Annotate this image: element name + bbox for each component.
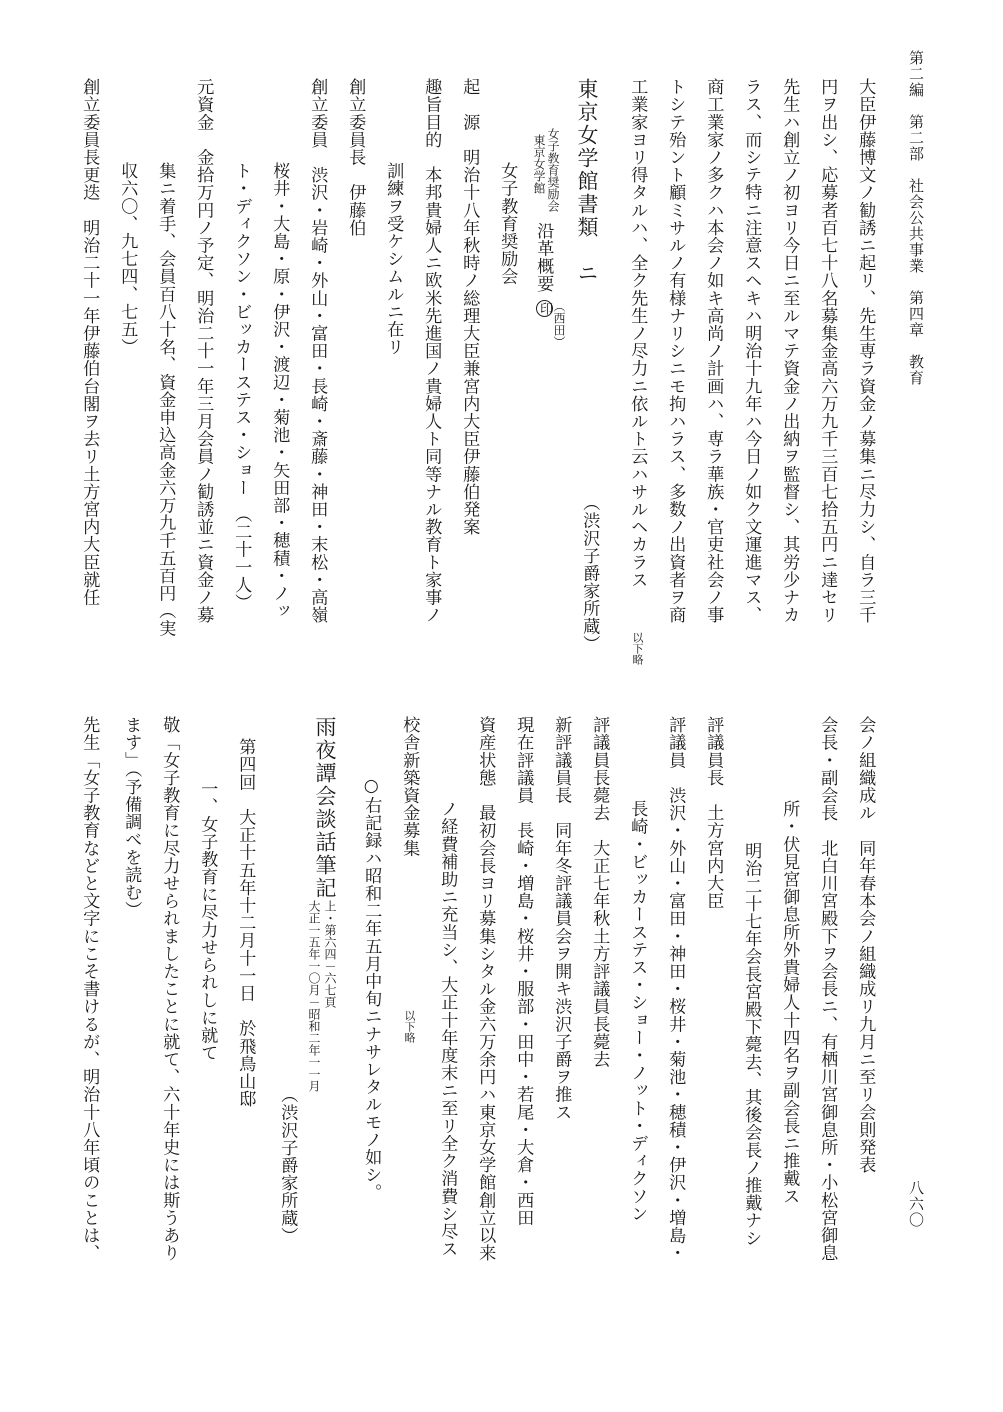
org-name: 女子教育奨励会 — [497, 162, 518, 286]
section-title-amayo: 雨夜譚会談話筆記 — [313, 716, 337, 900]
lower-line-11: 資産状態 最初会長ヨリ募集シタル金六万余円ハ東京女学館創立以来 — [475, 716, 496, 1262]
upper-line-4: ラス、而シテ特ニ注意スヘキハ明治十九年ハ今日ノ如ク文運進マス、 — [741, 78, 762, 624]
lower-line-3: 所・伏見宮御息所外貴婦人十四名ヲ副会長ニ推戴ス — [779, 800, 800, 1205]
founding-chair: 創立委員長 伊藤伯 — [345, 78, 366, 237]
upper-line-2: 円ヲ出シ、応募者百七十八名募集金高六万九千三百七拾五円ニ達セリ — [817, 78, 838, 624]
lower-line-8: 評議員長薨去 大正七年秋土方評議員長薨去 — [589, 716, 610, 1068]
subtitle-ruby-2: 東京女学館 — [532, 134, 546, 194]
subtitle-enkaku: 沿革概要 — [533, 222, 554, 293]
amayo-page-ref: 上・第六四－六七頁 — [323, 900, 337, 1008]
amayo-quote-line-3: 先生「女子教育などと文字にこそ書けるが、明治十八年頃のことは、 — [79, 716, 100, 1262]
ika-ryaku-note-2: 以下略 — [403, 1010, 416, 1043]
subtitle-ruby-1: 女子教育奨励会 — [546, 128, 560, 212]
capital-line-1: 元資金 金拾万円ノ予定、明治二十一年三月会員ノ勧誘並ニ資金ノ募 — [193, 78, 214, 624]
lower-line-5: 評議員長 土方宮内大臣 — [703, 716, 724, 910]
upper-line-1: 大臣伊藤博文ノ勧誘ニ起リ、先生専ラ資金ノ募集ニ尽力シ、自ラ三千 — [855, 78, 876, 624]
section-title-tokyo-jogakkan: 東京女学館書類 ニ — [575, 78, 599, 285]
capital-line-2: 集ニ着手、会員百八十名、資金申込高金六万九千五百円（実 — [155, 162, 176, 638]
lower-line-2: 会長・副会長 北白川宮殿下ヲ会長ニ、有栖川宮御息所・小松宮御息 — [817, 716, 838, 1262]
lower-line-10: 現在評議員 長崎・増島・桜井・服部・田中・若尾・大倉・西田 — [513, 716, 534, 1227]
upper-line-7: 工業家ヨリ得タルハ、全ク先生ノ尽力ニ依ルト云ハサルヘカラス — [627, 78, 648, 589]
running-title: 第二編 第二部 社会公共事業 第四章 教育 — [907, 50, 925, 386]
upper-line-5: 商工業家ノ多クハ本会ノ如キ高尚ノ計画ハ、専ラ華族・官吏社会ノ事 — [703, 78, 724, 624]
amayo-quote-line-2: ます」（予備調べを読む） — [121, 716, 142, 919]
lower-line-7: 長崎・ビッカーステス・ショー・ノット・ディクソン — [627, 800, 648, 1223]
amayo-quote-line-1: 敬「女子教育に尽力せられましたことに就て、六十年史には斯うあり — [159, 716, 180, 1262]
founding-members-3: ト・ディクソン・ビッカーステス・ショー （二十一人） — [231, 162, 252, 611]
amayo-session-line: 第四回 大正十五年十二月十一日 於飛鳥山邸 — [235, 738, 256, 1108]
page-number: 八六〇 — [907, 1180, 925, 1228]
amayo-source-note: （渋沢子爵家所蔵） — [277, 1086, 298, 1245]
lower-line-6: 評議員 渋沢・外山・富田・神田・桜井・菊池・穂積・伊沢・増島・ — [665, 716, 686, 1262]
lower-line-1: 会ノ組織成ル 同年春本会ノ組織成リ九月ニ至リ会則発表 — [855, 716, 876, 1174]
amayo-topic-line: 一、女子教育に尽力せられしに就て — [197, 780, 218, 1062]
lower-line-13: 校舎新築資金募集 — [399, 716, 420, 857]
lower-line-9: 新評議員長 同年冬評議員会ヲ開キ渋沢子爵ヲ推ス — [551, 716, 572, 1121]
purpose-line-2: 訓練ヲ受ケシムルニ在リ — [383, 162, 404, 356]
lower-line-14: ○右記録ハ昭和二年五月中旬ニナサレタルモノ如シ。 — [361, 776, 382, 1202]
upper-line-3: 先生ハ創立ノ初ヨリ今日ニ至ルマテ資金ノ出納ヲ監督シ、其労少ナカ — [779, 78, 800, 624]
ika-ryaku-note: 以下略 — [631, 632, 644, 665]
lower-line-12: ノ経費補助ニ充当シ、大正十年度末ニ至リ全ク消費シ尽ス — [437, 800, 458, 1258]
founding-members-2: 桜井・大島・原・伊沢・渡辺・菊池・矢田部・穂積・ノッ — [269, 162, 290, 620]
purpose-line-1: 趣旨目的 本邦貴婦人ニ欧米先進国ノ貴婦人ト同等ナル教育ト家事ノ — [421, 78, 442, 624]
chair-change-line: 創立委員長更迭 明治二十一年伊藤伯台閣ヲ去リ土方宮内大臣就任 — [79, 78, 100, 606]
origin-line: 起 源 明治十八年秋時ノ総理大臣兼宮内大臣伊藤伯発案 — [459, 78, 480, 536]
seal-in: 印 — [537, 302, 552, 315]
lower-line-4: 明治二十七年会長宮殿下薨去、其後会長ノ推戴ナシ — [741, 842, 762, 1247]
founding-members-1: 創立委員 渋沢・岩崎・外山・富田・長崎・斎藤・神田・末松・高嶺 — [307, 78, 328, 624]
upper-line-6: トシテ殆ント顧ミサルノ有様ナリシニモ拘ハラス、多数ノ出資者ヲ商 — [665, 78, 686, 624]
subtitle-nishida: （西田） — [552, 300, 566, 348]
capital-line-3: 収六〇、九七四、七五） — [117, 162, 138, 356]
source-note-shibusawa: （渋沢子爵家所蔵） — [579, 494, 600, 653]
amayo-date-range: 大正一五年一〇月－昭和二年一一月 — [307, 900, 321, 1092]
